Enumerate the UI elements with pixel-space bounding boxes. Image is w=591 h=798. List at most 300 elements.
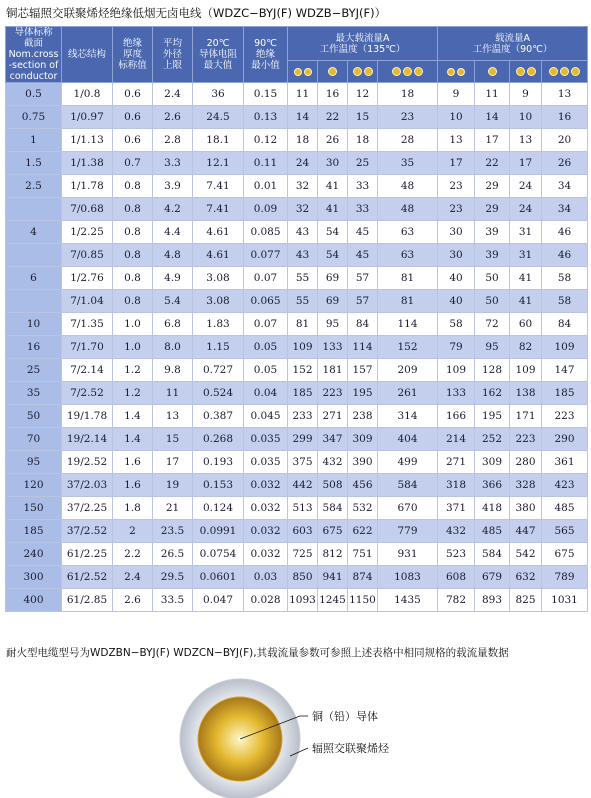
table-cell: 404 bbox=[378, 428, 438, 451]
table-cell: 513 bbox=[288, 497, 318, 520]
table-row bbox=[6, 244, 588, 267]
table-cell: 21 bbox=[153, 497, 193, 520]
table-cell: 18 bbox=[288, 129, 318, 152]
table-cell: 0.077 bbox=[244, 244, 288, 267]
table-cell: 41 bbox=[510, 267, 542, 290]
table-cell: 328 bbox=[510, 474, 542, 497]
table-cell: 37/2.52 bbox=[62, 520, 113, 543]
icon-three-cores bbox=[378, 61, 438, 83]
table-cell: 45 bbox=[348, 244, 378, 267]
table-cell: 13 bbox=[438, 129, 475, 152]
table-cell: 4.8 bbox=[153, 244, 193, 267]
table-cell: 1/2.25 bbox=[62, 221, 113, 244]
table-row bbox=[6, 520, 588, 543]
table-cell: 7/1.04 bbox=[62, 290, 113, 313]
icon-two-cores bbox=[438, 61, 475, 83]
table-cell: 26 bbox=[542, 152, 588, 175]
table-cell: 1245 bbox=[318, 589, 348, 612]
cross-section-cell bbox=[6, 198, 62, 221]
table-cell: 1083 bbox=[378, 566, 438, 589]
table-cell: 347 bbox=[318, 428, 348, 451]
table-cell: 114 bbox=[348, 336, 378, 359]
table-cell: 48 bbox=[378, 198, 438, 221]
cross-section-cell: 25 bbox=[6, 359, 62, 382]
table-cell: 36 bbox=[193, 83, 244, 106]
table-cell: 2.2 bbox=[113, 543, 153, 566]
icon-single-core bbox=[318, 61, 348, 83]
table-cell: 0.032 bbox=[244, 543, 288, 566]
table-cell: 0.09 bbox=[244, 198, 288, 221]
table-cell: 390 bbox=[348, 451, 378, 474]
table-cell: 30 bbox=[438, 244, 475, 267]
table-cell: 13 bbox=[542, 83, 588, 106]
table-cell: 371 bbox=[438, 497, 475, 520]
conductor-icon bbox=[457, 68, 465, 76]
table-cell: 0.8 bbox=[113, 244, 153, 267]
table-cell: 40 bbox=[438, 290, 475, 313]
table-cell: 782 bbox=[438, 589, 475, 612]
cross-section-cell: 70 bbox=[6, 428, 62, 451]
cross-section-cell: 0.75 bbox=[6, 106, 62, 129]
table-cell: 233 bbox=[288, 405, 318, 428]
table-cell: 55 bbox=[288, 290, 318, 313]
table-cell: 157 bbox=[348, 359, 378, 382]
table-cell: 223 bbox=[318, 382, 348, 405]
table-cell: 57 bbox=[348, 290, 378, 313]
cross-section-cell: 50 bbox=[6, 405, 62, 428]
table-cell: 11 bbox=[288, 83, 318, 106]
table-cell: 0.8 bbox=[113, 221, 153, 244]
table-cell: 0.035 bbox=[244, 428, 288, 451]
table-cell: 447 bbox=[510, 520, 542, 543]
table-cell: 58 bbox=[438, 313, 475, 336]
table-cell: 0.04 bbox=[244, 382, 288, 405]
table-row bbox=[6, 129, 588, 152]
table-cell: 37/2.25 bbox=[62, 497, 113, 520]
table-cell: 46 bbox=[542, 244, 588, 267]
table-cell: 46 bbox=[542, 221, 588, 244]
table-cell: 314 bbox=[378, 405, 438, 428]
table-row bbox=[6, 589, 588, 612]
table-cell: 14 bbox=[288, 106, 318, 129]
table-row bbox=[6, 497, 588, 520]
table-cell: 290 bbox=[542, 428, 588, 451]
table-row bbox=[6, 474, 588, 497]
table-cell: 0.0754 bbox=[193, 543, 244, 566]
table-cell: 380 bbox=[510, 497, 542, 520]
table-cell: 25 bbox=[348, 152, 378, 175]
table-row bbox=[6, 221, 588, 244]
table-cell: 0.05 bbox=[244, 336, 288, 359]
conductor-icon bbox=[571, 67, 580, 76]
table-cell: 39 bbox=[475, 244, 510, 267]
table-cell: 32 bbox=[288, 198, 318, 221]
table-cell: 55 bbox=[288, 267, 318, 290]
table-cell: 54 bbox=[318, 221, 348, 244]
table-cell: 58 bbox=[542, 290, 588, 313]
table-cell: 15 bbox=[348, 106, 378, 129]
table-cell: 0.032 bbox=[244, 474, 288, 497]
table-cell: 2.4 bbox=[153, 83, 193, 106]
table-cell: 0.8 bbox=[113, 175, 153, 198]
table-row bbox=[6, 382, 588, 405]
table-cell: 361 bbox=[542, 451, 588, 474]
table-cell: 2.4 bbox=[113, 566, 153, 589]
conductor-icon bbox=[488, 67, 497, 76]
table-cell: 7.41 bbox=[193, 175, 244, 198]
table-cell: 147 bbox=[542, 359, 588, 382]
fire-resistant-note: 耐火型电缆型号为WDZBN−BYJ(F) WDZCN−BYJ(F),其载流量参数可参照上述表格中相同规格的载流量数据 bbox=[6, 647, 509, 659]
table-cell: 61/2.85 bbox=[62, 589, 113, 612]
table-cell: 95 bbox=[475, 336, 510, 359]
table-cell: 442 bbox=[288, 474, 318, 497]
table-cell: 1.4 bbox=[113, 428, 153, 451]
table-cell: 0.07 bbox=[244, 313, 288, 336]
cross-section-cell: 95 bbox=[6, 451, 62, 474]
table-cell: 30 bbox=[318, 152, 348, 175]
table-cell: 28 bbox=[378, 129, 438, 152]
icon-two-cores-side bbox=[348, 61, 378, 83]
table-cell: 0.0601 bbox=[193, 566, 244, 589]
icon-two-cores-side bbox=[510, 61, 542, 83]
table-cell: 0.05 bbox=[244, 359, 288, 382]
table-cell: 152 bbox=[288, 359, 318, 382]
table-cell: 508 bbox=[318, 474, 348, 497]
conductor-icon bbox=[304, 68, 312, 76]
table-cell: 26 bbox=[318, 129, 348, 152]
table-cell: 114 bbox=[378, 313, 438, 336]
table-cell: 7/0.85 bbox=[62, 244, 113, 267]
conductor-icon bbox=[328, 67, 337, 76]
table-cell: 37/2.03 bbox=[62, 474, 113, 497]
table-cell: 48 bbox=[378, 175, 438, 198]
table-cell: 1093 bbox=[288, 589, 318, 612]
table-cell: 238 bbox=[348, 405, 378, 428]
table-cell: 12.1 bbox=[193, 152, 244, 175]
table-cell: 0.028 bbox=[244, 589, 288, 612]
table-cell: 1/0.8 bbox=[62, 83, 113, 106]
table-cell: 214 bbox=[438, 428, 475, 451]
table-cell: 0.12 bbox=[244, 129, 288, 152]
table-cell: 195 bbox=[475, 405, 510, 428]
table-cell: 69 bbox=[318, 267, 348, 290]
table-cell: 0.035 bbox=[244, 451, 288, 474]
cross-section-cell: 4 bbox=[6, 221, 62, 244]
table-cell: 109 bbox=[510, 359, 542, 382]
cross-section-cell: 2.5 bbox=[6, 175, 62, 198]
table-cell: 31 bbox=[510, 221, 542, 244]
table-cell: 271 bbox=[438, 451, 475, 474]
table-cell: 1/1.78 bbox=[62, 175, 113, 198]
table-row bbox=[6, 152, 588, 175]
table-cell: 84 bbox=[542, 313, 588, 336]
table-cell: 252 bbox=[475, 428, 510, 451]
table-cell: 109 bbox=[542, 336, 588, 359]
table-cell: 0.15 bbox=[244, 83, 288, 106]
cross-section-cell: 6 bbox=[6, 267, 62, 290]
table-cell: 456 bbox=[348, 474, 378, 497]
table-cell: 43 bbox=[288, 221, 318, 244]
table-cell: 485 bbox=[475, 520, 510, 543]
header-resistance: 20℃ 导体电阻 最大值 bbox=[193, 27, 244, 83]
table-cell: 7/2.52 bbox=[62, 382, 113, 405]
table-cell: 133 bbox=[318, 336, 348, 359]
cross-section-cell bbox=[6, 244, 62, 267]
table-cell: 679 bbox=[475, 566, 510, 589]
conductor-icon bbox=[516, 67, 525, 76]
table-cell: 1150 bbox=[348, 589, 378, 612]
table-cell: 13 bbox=[510, 129, 542, 152]
table-row bbox=[6, 290, 588, 313]
icon-single-core bbox=[475, 61, 510, 83]
cross-section-cell: 0.5 bbox=[6, 83, 62, 106]
table-cell: 0.387 bbox=[193, 405, 244, 428]
header-insulation-thickness: 绝缘 厚度 标称值 bbox=[113, 27, 153, 83]
table-cell: 1.8 bbox=[113, 497, 153, 520]
table-cell: 632 bbox=[510, 566, 542, 589]
table-cell: 1.2 bbox=[113, 359, 153, 382]
table-cell: 0.6 bbox=[113, 83, 153, 106]
table-cell: 63 bbox=[378, 244, 438, 267]
table-cell: 584 bbox=[318, 497, 348, 520]
table-cell: 19/2.14 bbox=[62, 428, 113, 451]
table-cell: 0.0991 bbox=[193, 520, 244, 543]
table-cell: 50 bbox=[475, 290, 510, 313]
table-cell: 751 bbox=[348, 543, 378, 566]
table-cell: 24 bbox=[288, 152, 318, 175]
cross-section-cell: 10 bbox=[6, 313, 62, 336]
cross-section-cell: 1 bbox=[6, 129, 62, 152]
header-insulation-resistance: 90℃ 绝缘 最小值 bbox=[244, 27, 288, 83]
cross-section-cell bbox=[6, 290, 62, 313]
table-cell: 675 bbox=[542, 543, 588, 566]
table-cell: 17 bbox=[475, 129, 510, 152]
table-cell: 81 bbox=[288, 313, 318, 336]
label-insulation: 辐照交联聚烯烃 bbox=[312, 742, 389, 755]
table-cell: 812 bbox=[318, 543, 348, 566]
table-cell: 670 bbox=[378, 497, 438, 520]
conductor-icon bbox=[392, 67, 401, 76]
table-cell: 0.085 bbox=[244, 221, 288, 244]
table-cell: 14 bbox=[475, 106, 510, 129]
conductor-icon bbox=[527, 67, 536, 76]
table-cell: 4.61 bbox=[193, 244, 244, 267]
table-cell: 19/2.52 bbox=[62, 451, 113, 474]
table-cell: 9 bbox=[510, 83, 542, 106]
table-cell: 19 bbox=[153, 474, 193, 497]
table-cell: 1/2.76 bbox=[62, 267, 113, 290]
header-current-90: 载流量A 工作温度（90℃） bbox=[438, 27, 588, 61]
spec-table-body bbox=[6, 83, 588, 612]
table-cell: 109 bbox=[288, 336, 318, 359]
table-cell: 29.5 bbox=[153, 566, 193, 589]
table-cell: 63 bbox=[378, 221, 438, 244]
icon-three-cores bbox=[542, 61, 588, 83]
table-cell: 0.268 bbox=[193, 428, 244, 451]
table-cell: 4.4 bbox=[153, 221, 193, 244]
table-cell: 185 bbox=[288, 382, 318, 405]
table-cell: 43 bbox=[288, 244, 318, 267]
table-cell: 532 bbox=[348, 497, 378, 520]
table-row bbox=[6, 175, 588, 198]
table-cell: 1/1.38 bbox=[62, 152, 113, 175]
table-cell: 17 bbox=[153, 451, 193, 474]
cross-section-cell: 185 bbox=[6, 520, 62, 543]
table-cell: 82 bbox=[510, 336, 542, 359]
table-cell: 57 bbox=[348, 267, 378, 290]
table-cell: 95 bbox=[318, 313, 348, 336]
table-cell: 133 bbox=[438, 382, 475, 405]
table-cell: 565 bbox=[542, 520, 588, 543]
table-cell: 2.6 bbox=[113, 589, 153, 612]
table-cell: 33 bbox=[348, 198, 378, 221]
table-cell: 9.8 bbox=[153, 359, 193, 382]
cross-section-cell: 120 bbox=[6, 474, 62, 497]
table-cell: 10 bbox=[438, 106, 475, 129]
table-cell: 23.5 bbox=[153, 520, 193, 543]
icon-two-cores bbox=[288, 61, 318, 83]
conductor-icon bbox=[364, 67, 373, 76]
table-cell: 166 bbox=[438, 405, 475, 428]
table-cell: 40 bbox=[438, 267, 475, 290]
table-cell: 32 bbox=[288, 175, 318, 198]
table-cell: 271 bbox=[318, 405, 348, 428]
conductor-icon bbox=[294, 68, 302, 76]
table-cell: 41 bbox=[318, 198, 348, 221]
table-cell: 825 bbox=[510, 589, 542, 612]
table-cell: 366 bbox=[475, 474, 510, 497]
table-cell: 4.2 bbox=[153, 198, 193, 221]
table-cell: 18 bbox=[348, 129, 378, 152]
conductor-icon bbox=[403, 67, 412, 76]
table-cell: 584 bbox=[475, 543, 510, 566]
cross-section-cell: 240 bbox=[6, 543, 62, 566]
table-cell: 7.41 bbox=[193, 198, 244, 221]
table-cell: 725 bbox=[288, 543, 318, 566]
table-cell: 39 bbox=[475, 221, 510, 244]
table-cell: 0.6 bbox=[113, 129, 153, 152]
cross-section-cell: 35 bbox=[6, 382, 62, 405]
table-cell: 1.15 bbox=[193, 336, 244, 359]
table-cell: 8.0 bbox=[153, 336, 193, 359]
table-cell: 61/2.25 bbox=[62, 543, 113, 566]
table-cell: 24.5 bbox=[193, 106, 244, 129]
table-cell: 41 bbox=[510, 290, 542, 313]
table-cell: 3.9 bbox=[153, 175, 193, 198]
table-row bbox=[6, 198, 588, 221]
table-cell: 1.4 bbox=[113, 405, 153, 428]
table-cell: 299 bbox=[288, 428, 318, 451]
table-cell: 584 bbox=[378, 474, 438, 497]
table-cell: 9 bbox=[438, 83, 475, 106]
table-cell: 23 bbox=[438, 198, 475, 221]
table-cell: 223 bbox=[542, 405, 588, 428]
table-cell: 1031 bbox=[542, 589, 588, 612]
table-cell: 523 bbox=[438, 543, 475, 566]
table-cell: 152 bbox=[378, 336, 438, 359]
header-outer-diameter: 平均 外径 上限 bbox=[153, 27, 193, 83]
table-cell: 0.01 bbox=[244, 175, 288, 198]
table-cell: 1.6 bbox=[113, 474, 153, 497]
table-cell: 23 bbox=[438, 175, 475, 198]
table-cell: 24 bbox=[510, 175, 542, 198]
cross-section-cell: 1.5 bbox=[6, 152, 62, 175]
table-cell: 16 bbox=[318, 83, 348, 106]
table-cell: 223 bbox=[510, 428, 542, 451]
table-cell: 1.6 bbox=[113, 451, 153, 474]
spec-table bbox=[5, 26, 588, 612]
table-cell: 7/1.70 bbox=[62, 336, 113, 359]
table-cell: 2.8 bbox=[153, 129, 193, 152]
table-cell: 54 bbox=[318, 244, 348, 267]
table-cell: 30 bbox=[438, 221, 475, 244]
table-row bbox=[6, 405, 588, 428]
table-cell: 4.61 bbox=[193, 221, 244, 244]
table-cell: 195 bbox=[348, 382, 378, 405]
conductor-icon bbox=[353, 67, 362, 76]
table-cell: 20 bbox=[542, 129, 588, 152]
table-cell: 33 bbox=[348, 175, 378, 198]
table-cell: 81 bbox=[378, 290, 438, 313]
cross-section-cell: 150 bbox=[6, 497, 62, 520]
table-cell: 0.045 bbox=[244, 405, 288, 428]
table-cell: 0.524 bbox=[193, 382, 244, 405]
table-cell: 0.124 bbox=[193, 497, 244, 520]
table-cell: 7/0.68 bbox=[62, 198, 113, 221]
table-cell: 181 bbox=[318, 359, 348, 382]
table-cell: 0.153 bbox=[193, 474, 244, 497]
table-cell: 0.07 bbox=[244, 267, 288, 290]
table-cell: 309 bbox=[348, 428, 378, 451]
table-cell: 31 bbox=[510, 244, 542, 267]
table-cell: 1/1.13 bbox=[62, 129, 113, 152]
table-cell: 22 bbox=[318, 106, 348, 129]
header-cross-section: 导体标称 截面 Nom.cross -section of conductor bbox=[6, 27, 62, 83]
table-cell: 0.193 bbox=[193, 451, 244, 474]
table-cell: 542 bbox=[510, 543, 542, 566]
table-cell: 17 bbox=[510, 152, 542, 175]
table-cell: 29 bbox=[475, 198, 510, 221]
table-cell: 69 bbox=[318, 290, 348, 313]
table-cell: 375 bbox=[288, 451, 318, 474]
table-cell: 185 bbox=[542, 382, 588, 405]
table-cell: 0.11 bbox=[244, 152, 288, 175]
table-cell: 0.032 bbox=[244, 497, 288, 520]
table-cell: 34 bbox=[542, 198, 588, 221]
table-cell: 675 bbox=[318, 520, 348, 543]
table-cell: 261 bbox=[378, 382, 438, 405]
table-cell: 931 bbox=[378, 543, 438, 566]
table-cell: 3.3 bbox=[153, 152, 193, 175]
table-cell: 11 bbox=[153, 382, 193, 405]
table-cell: 41 bbox=[318, 175, 348, 198]
table-row bbox=[6, 566, 588, 589]
table-cell: 109 bbox=[438, 359, 475, 382]
table-cell: 608 bbox=[438, 566, 475, 589]
conductor-icon bbox=[560, 67, 569, 76]
table-cell: 19/1.78 bbox=[62, 405, 113, 428]
table-cell: 603 bbox=[288, 520, 318, 543]
table-row bbox=[6, 336, 588, 359]
table-cell: 318 bbox=[438, 474, 475, 497]
table-cell: 84 bbox=[348, 313, 378, 336]
table-cell: 1.0 bbox=[113, 336, 153, 359]
conductor-icon bbox=[414, 67, 423, 76]
cross-section-cell: 300 bbox=[6, 566, 62, 589]
table-cell: 24 bbox=[510, 198, 542, 221]
table-cell: 2 bbox=[113, 520, 153, 543]
table-cell: 7/2.14 bbox=[62, 359, 113, 382]
